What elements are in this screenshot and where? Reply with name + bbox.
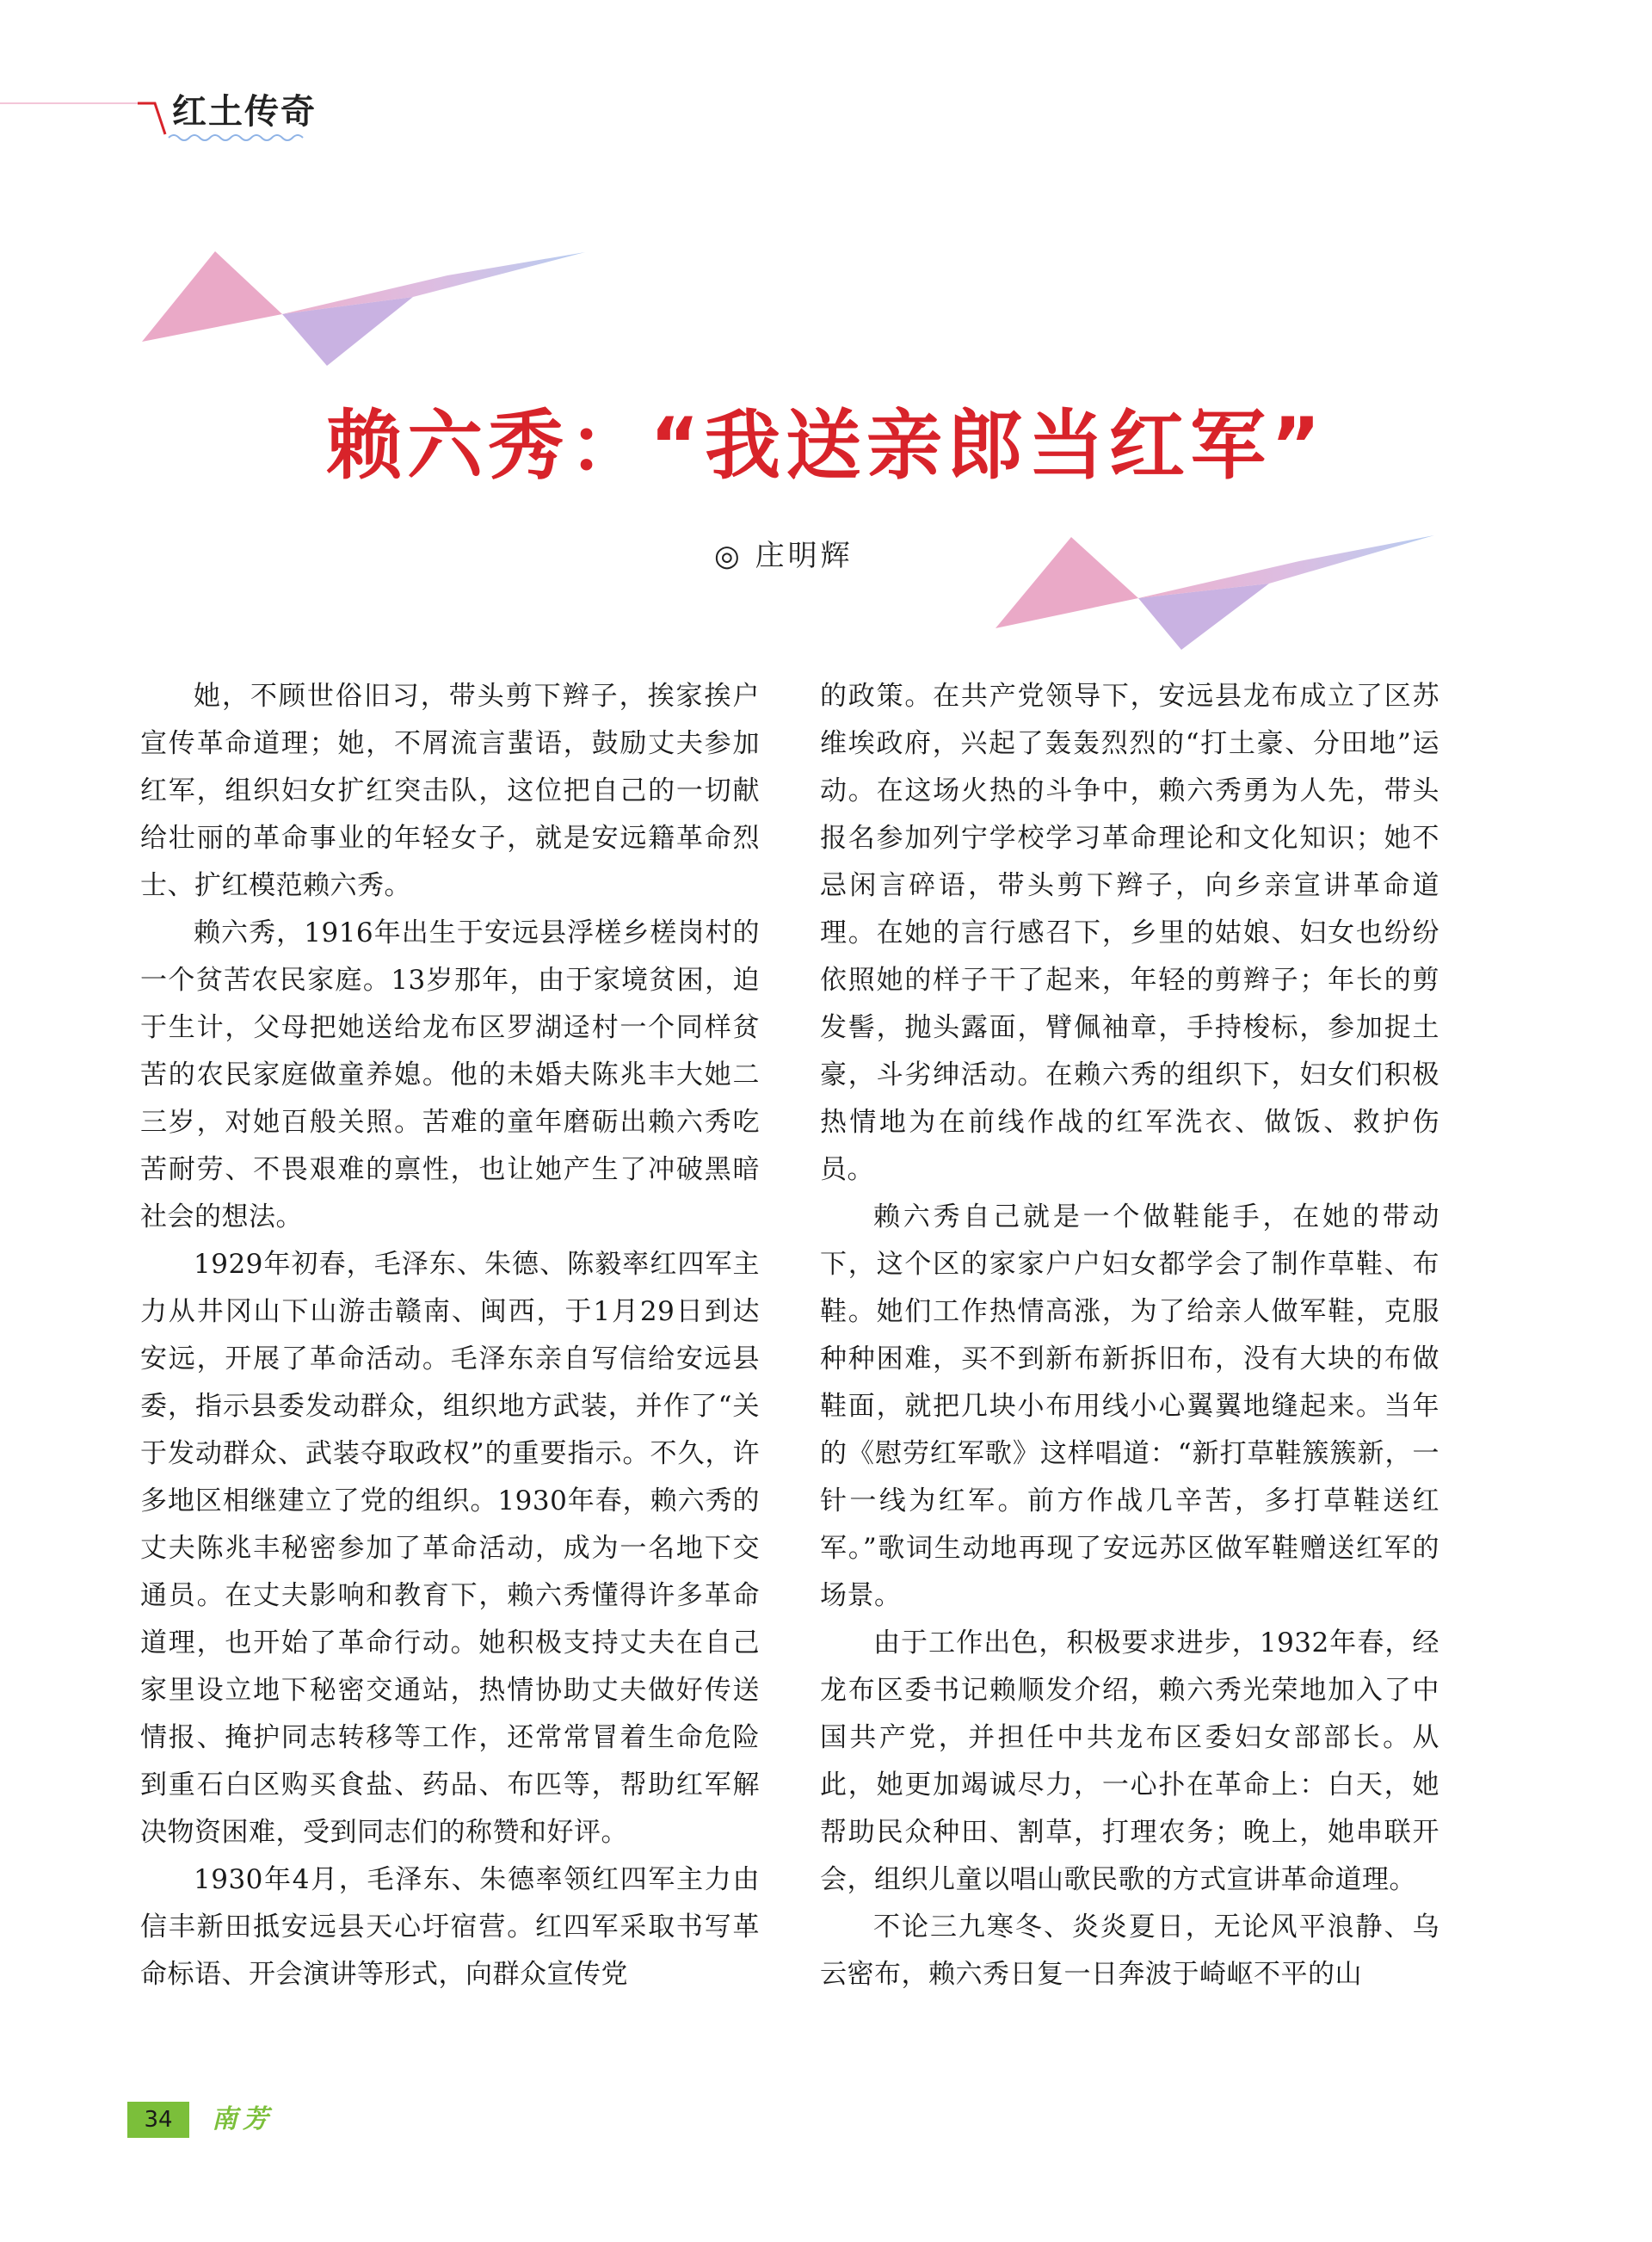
- author-mark: ◎: [714, 539, 743, 573]
- paragraph: 赖六秀自己就是一个做鞋能手，在她的带动下，这个区的家家户户妇女都学会了制作草鞋、布鞋。她们工作热情高涨，为了给亲人做军鞋，克服种种困难，买不到新布新拆旧布，没有大块的布做鞋面，就把几块小布用线小心翼翼地缝起来。当年的《慰劳红军歌》这样唱道：“新打草鞋簇簇新，一针一线为红军。前方作战几辛苦，多打草鞋送红军。”歌词生动地再现了安远苏区做军鞋赠送红军的场景。: [820, 1201, 1439, 1611]
- paragraph: 不论三九寒冬、炎炎夏日，无论风平浪静、乌云密布，赖六秀日复一日奔波于崎岖不平的山: [820, 1912, 1439, 1990]
- paragraph: 的政策。在共产党领导下，安远县龙布成立了区苏维埃政府，兴起了轰轰烈烈的“打土豪、分田地”运动。在这场火热的斗争中，赖六秀勇为人先，带头报名参加列宁学校学习革命理论和文化知识；她不忌闲言碎语，带头剪下辫子，向乡亲宣讲革命道理。在她的言行感召下，乡里的姑娘、妇女也纷纷依照她的样子干了起来，年轻的剪辫子；年长的剪发髻，抛头露面，臂佩袖章，手持梭标，参加捉土豪，斗劣绅活动。在赖六秀的组织下，妇女们积极热情地为在前线作战的红军洗衣、做饭、救护伤员。: [820, 681, 1439, 1185]
- page-number: 34: [127, 2102, 189, 2138]
- paragraph: 1930年4月，毛泽东、朱德率领红四军主力由信丰新田抵安远县天心圩宿营。红四军采取书写革命标语、开会演讲等形式，向群众宣传党: [140, 1864, 760, 1990]
- triangle-decoration-top: [138, 245, 594, 370]
- section-label: 红土传奇: [172, 92, 317, 132]
- right-column: [820, 673, 1439, 1998]
- author-line: [714, 532, 854, 574]
- paragraph: 她，不顾世俗旧习，带头剪下辫子，挨家挨户宣传革命道理；她，不屑流言蜚语，鼓励丈夫参加红军，组织妇女扩红突击队，这位把自己的一切献给壮丽的革命事业的年轻女子，就是安远籍革命烈士、扩红模范赖六秀。: [140, 681, 760, 901]
- paragraph: 赖六秀，1916年出生于安远县浮槎乡槎岗村的一个贫苦农民家庭。13岁那年，由于家境贫困，迫于生计，父母把她送给龙布区罗湖迳村一个同样贫苦的农民家庭做童养媳。他的未婚夫陈兆丰大她二三岁，对她百般关照。苦难的童年磨砺出赖六秀吃苦耐劳、不畏艰难的禀性，也让她产生了冲破黑暗社会的想法。: [140, 917, 760, 1232]
- magazine-name: 南芳: [212, 2104, 274, 2134]
- author-name: 庄明辉: [755, 539, 854, 573]
- article-title: 赖六秀：“我送亲郎当红军”: [326, 401, 1326, 490]
- left-column: [140, 673, 760, 1998]
- paragraph: 1929年初春，毛泽东、朱德、陈毅率红四军主力从井冈山下山游击赣南、闽西，于1月29日到达安远，开展了革命活动。毛泽东亲自写信给安远县委，指示县委发动群众，组织地方武装，并作了“关于发动群众、武装夺取政权”的重要指示。不久，许多地区相继建立了党的组织。1930年春，赖六秀的丈夫陈兆丰秘密参加了革命活动，成为一名地下交通员。在丈夫影响和教育下，赖六秀懂得许多革命道理，也开始了革命行动。她积极支持丈夫在自己家里设立地下秘密交通站，热情协助丈夫做好传送情报、掩护同志转移等工作，还常常冒着生命危险到重石白区购买食盐、药品、布匹等，帮助红军解决物资困难，受到同志们的称赞和好评。: [140, 1249, 760, 1848]
- triangle-decoration-bottom: [994, 534, 1441, 654]
- paragraph: 由于工作出色，积极要求进步，1932年春，经龙布区委书记赖顺发介绍，赖六秀光荣地加入了中国共产党，并担任中共龙布区委妇女部部长。从此，她更加竭诚尽力，一心扑在革命上：白天，她帮助民众种田、割草，打理农务；晚上，她串联开会，组织儿童以唱山歌民歌的方式宣讲革命道理。: [820, 1627, 1439, 1895]
